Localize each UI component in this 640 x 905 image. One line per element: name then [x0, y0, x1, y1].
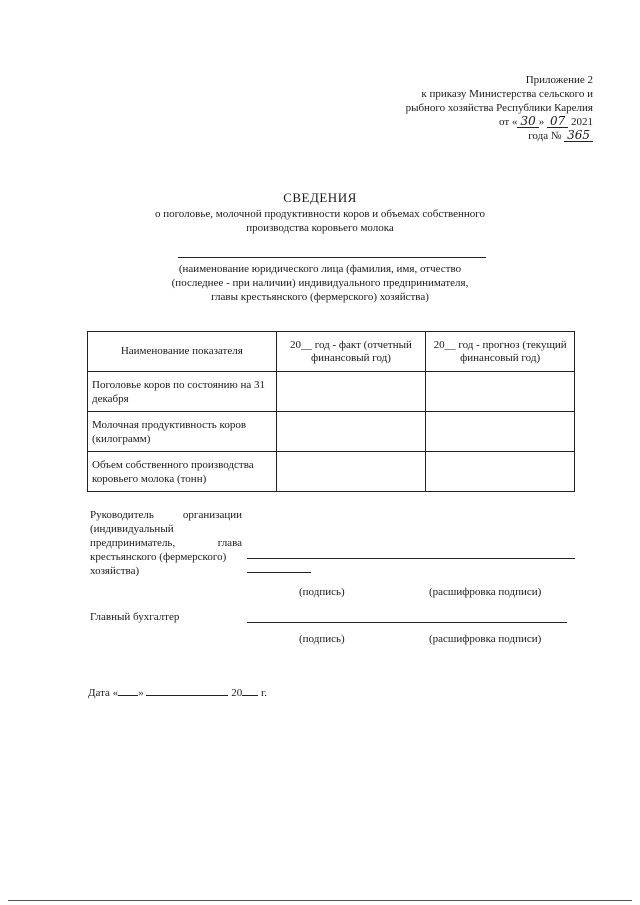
handwritten-number: 365	[564, 129, 593, 142]
row-label: Молочная продуктивность коров (килограмм)	[88, 412, 277, 452]
cell-fact[interactable]	[276, 452, 426, 492]
appendix-date-line: от « 30 » 07 2021	[499, 114, 593, 128]
document-title: СВЕДЕНИЯ	[283, 190, 357, 205]
head-signature-short-line[interactable]	[247, 572, 311, 573]
accountant-signature-line[interactable]	[247, 622, 567, 623]
date-day-blank[interactable]	[118, 684, 138, 696]
row-label: Поголовье коров по состоянию на 31 декабря	[88, 372, 277, 412]
appendix-number-line: года № 365	[406, 129, 593, 143]
cell-forecast[interactable]	[426, 372, 575, 412]
header-fact-year: 20__ год - факт (отчетный финансовый год)	[276, 332, 426, 372]
accountant-decode-caption: (расшифровка подписи)	[429, 633, 542, 645]
cell-fact[interactable]	[276, 412, 426, 452]
appendix-title: Приложение 2	[525, 74, 593, 86]
scan-edge-line	[8, 900, 632, 901]
date-year-blank[interactable]	[242, 684, 258, 696]
head-sign-caption: (подпись)	[299, 586, 345, 598]
entity-name-line[interactable]	[178, 257, 486, 258]
head-signature-label: Руководитель организации (индивидуальный предприниматель, глава крестьянского (фермерского) хозяйства)	[90, 509, 242, 577]
indicators-table	[87, 331, 575, 492]
document-subtitle: о поголовье, молочной продуктивности коров и объемах собственного производства коровьего молока	[154, 208, 486, 234]
handwritten-month: 07	[547, 115, 568, 128]
table-row	[88, 452, 575, 492]
cell-forecast[interactable]	[426, 412, 575, 452]
accountant-sign-caption: (подпись)	[299, 633, 345, 645]
appendix-ministry-line: рыбного хозяйства Республики Карелия	[405, 102, 593, 114]
table-row	[88, 372, 575, 412]
table-header-row	[88, 332, 575, 372]
header-forecast-year: 20__ год - прогноз (текущий финансовый год)	[426, 332, 575, 372]
entity-name-caption: (наименование юридического лица (фамилия, имя, отчество (последнее - при наличии) индивидуального предпринимателя, главы крестьянского (фермерского) хозяйства)	[171, 263, 469, 303]
date-month-blank[interactable]	[146, 684, 228, 696]
head-signature-line[interactable]	[247, 558, 575, 559]
header-indicator-name: Наименование показателя	[88, 332, 277, 372]
table-row	[88, 412, 575, 452]
appendix-order-line: к приказу Министерства сельского и	[421, 88, 593, 100]
handwritten-day: 30	[517, 115, 538, 128]
accountant-label: Главный бухгалтер	[90, 611, 180, 623]
appendix-header	[406, 73, 593, 143]
cell-forecast[interactable]	[426, 452, 575, 492]
row-label: Объем собственного производства коровьего молока (тонн)	[88, 452, 277, 492]
head-decode-caption: (расшифровка подписи)	[429, 586, 542, 598]
appendix-year: 2021	[571, 116, 593, 128]
cell-fact[interactable]	[276, 372, 426, 412]
date-field: Дата « » 20 г.	[88, 684, 267, 699]
